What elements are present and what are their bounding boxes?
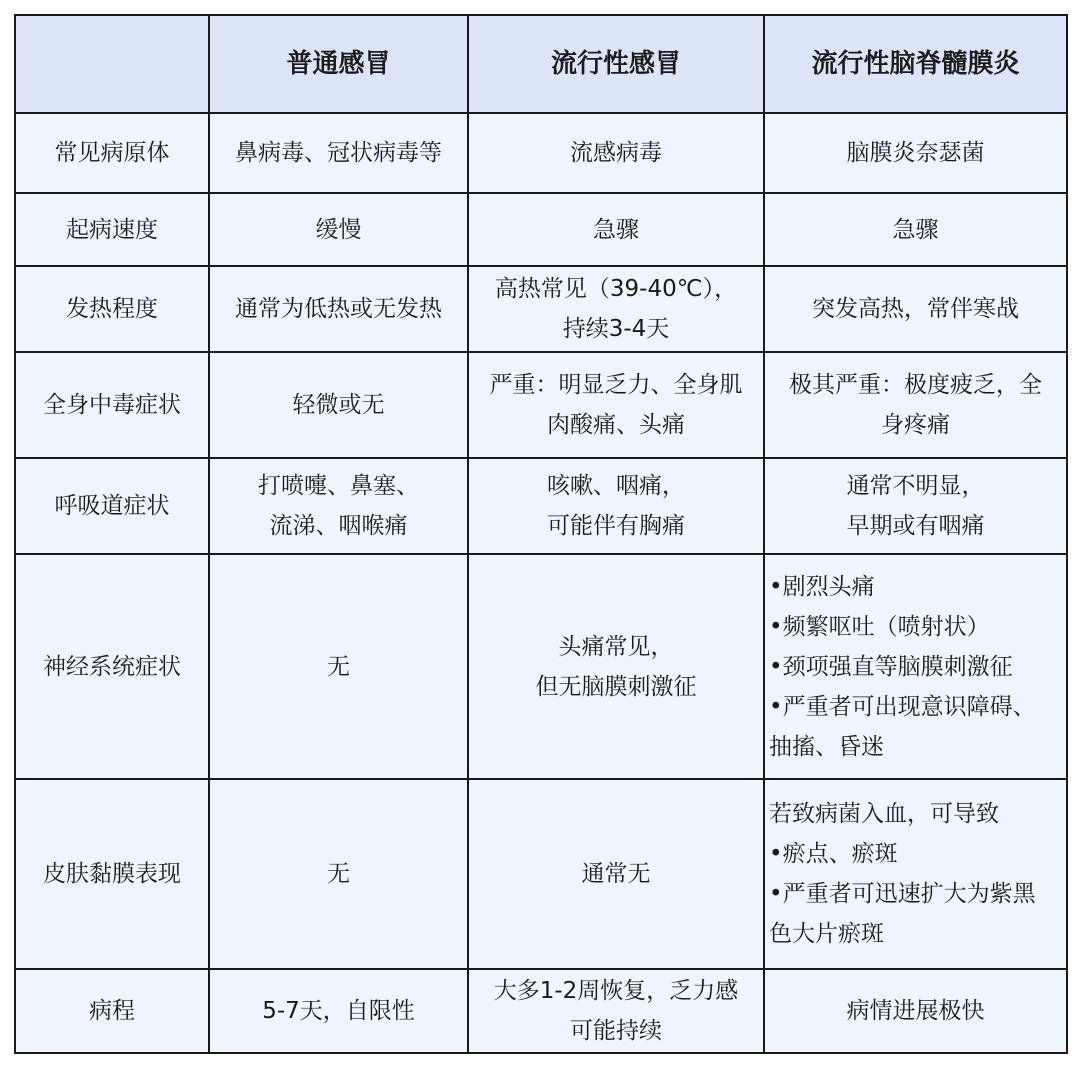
table-row [15, 266, 1067, 352]
row-label: 呼吸道症状 [15, 458, 209, 554]
header-meningitis: 流行性脑脊髓膜炎 [764, 15, 1067, 113]
row-label: 起病速度 [15, 193, 209, 266]
cell-common-cold: 无 [209, 779, 468, 969]
cell-common-cold: 5-7天，自限性 [209, 969, 468, 1053]
cell-meningitis: 病情进展极快 [764, 969, 1067, 1053]
cell-common-cold: 打喷嚏、鼻塞、 流涕、咽喉痛 [209, 458, 468, 554]
row-label: 神经系统症状 [15, 554, 209, 779]
cell-influenza: 咳嗽、咽痛， 可能伴有胸痛 [468, 458, 764, 554]
table-row [15, 352, 1067, 458]
row-label: 发热程度 [15, 266, 209, 352]
row-label: 常见病原体 [15, 113, 209, 193]
comparison-table [14, 14, 1068, 1054]
table-row [15, 458, 1067, 554]
cell-influenza: 头痛常见， 但无脑膜刺激征 [468, 554, 764, 779]
cell-common-cold: 无 [209, 554, 468, 779]
header-row [15, 15, 1067, 113]
table-row [15, 193, 1067, 266]
cell-meningitis: 通常不明显， 早期或有咽痛 [764, 458, 1067, 554]
cell-influenza: 大多1-2周恢复，乏力感 可能持续 [468, 969, 764, 1053]
header-corner [15, 15, 209, 113]
cell-common-cold: 鼻病毒、冠状病毒等 [209, 113, 468, 193]
cell-meningitis: 若致病菌入血，可导致 •瘀点、瘀斑 •严重者可迅速扩大为紫黑 色大片瘀斑 [764, 779, 1067, 969]
cell-meningitis: 急骤 [764, 193, 1067, 266]
cell-influenza: 高热常见（39-40℃）， 持续3-4天 [468, 266, 764, 352]
cell-influenza: 严重：明显乏力、全身肌 肉酸痛、头痛 [468, 352, 764, 458]
table-row [15, 554, 1067, 779]
table-row [15, 779, 1067, 969]
cell-common-cold: 通常为低热或无发热 [209, 266, 468, 352]
cell-meningitis: 极其严重：极度疲乏，全 身疼痛 [764, 352, 1067, 458]
cell-influenza: 急骤 [468, 193, 764, 266]
cell-influenza: 流感病毒 [468, 113, 764, 193]
table-row [15, 969, 1067, 1053]
cell-meningitis: •剧烈头痛 •频繁呕吐（喷射状） •颈项强直等脑膜刺激征 •严重者可出现意识障碍、 抽搐、昏迷 [764, 554, 1067, 779]
row-label: 皮肤黏膜表现 [15, 779, 209, 969]
cell-influenza: 通常无 [468, 779, 764, 969]
cell-meningitis: 脑膜炎奈瑟菌 [764, 113, 1067, 193]
cell-common-cold: 缓慢 [209, 193, 468, 266]
row-label: 全身中毒症状 [15, 352, 209, 458]
table-row [15, 113, 1067, 193]
header-influenza: 流行性感冒 [468, 15, 764, 113]
cell-common-cold: 轻微或无 [209, 352, 468, 458]
row-label: 病程 [15, 969, 209, 1053]
header-common-cold: 普通感冒 [209, 15, 468, 113]
cell-meningitis: 突发高热，常伴寒战 [764, 266, 1067, 352]
